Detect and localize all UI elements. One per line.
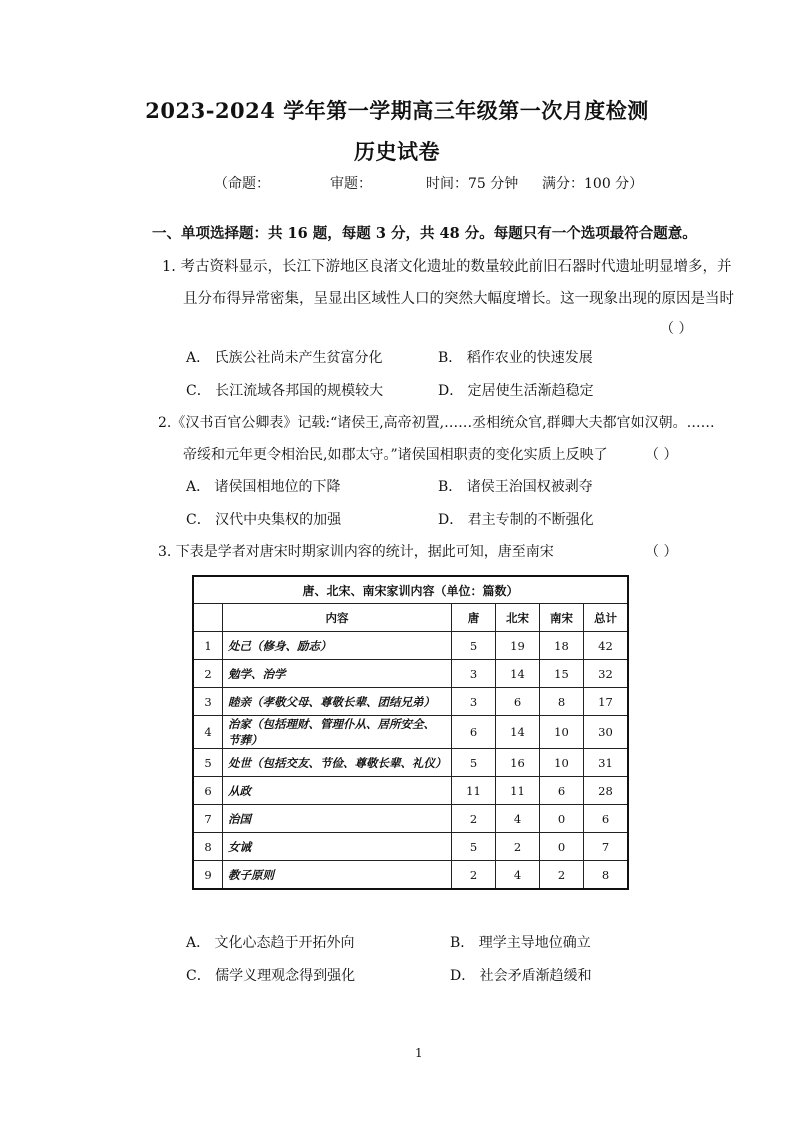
row-bei-song: 14	[496, 716, 540, 749]
row-tang: 3	[452, 688, 496, 716]
section-heading: 一、单项选择题：共 16 题，每题 3 分，共 48 分。每题只有一个选项最符合题意。	[152, 225, 697, 242]
row-content: 女诫	[223, 833, 452, 861]
meta-setter: （命题：	[214, 176, 270, 192]
row-nan-song: 10	[540, 749, 584, 777]
q1-option-c: C． 长江流域各邦国的规模较大	[186, 383, 384, 399]
q2-option-b: B． 诸侯王治国权被剥夺	[438, 479, 593, 495]
row-bei-song: 4	[496, 805, 540, 833]
row-tang: 6	[452, 716, 496, 749]
row-no: 7	[193, 805, 223, 833]
row-tang: 5	[452, 749, 496, 777]
q1-stem-line1: 1. 考古资料显示，长江下游地区良渚文化遗址的数量较此前旧石器时代遗址明显增多，并	[162, 259, 732, 275]
row-tang: 3	[452, 660, 496, 688]
table-row	[193, 660, 628, 688]
row-content: 治家（包括理财、管理仆从、居所安全、节葬）	[223, 716, 452, 749]
row-tang: 2	[452, 805, 496, 833]
q2-option-c: C． 汉代中央集权的加强	[186, 512, 342, 528]
q3-option-b: B． 理学主导地位确立	[450, 935, 591, 951]
meta-time: 时间：75 分钟	[426, 176, 519, 192]
table-row	[193, 805, 628, 833]
row-tang: 5	[452, 833, 496, 861]
q3-stem-line1: 3. 下表是学者对唐宋时期家训内容的统计，据此可知，唐至南宋	[158, 544, 554, 560]
header-content: 内容	[223, 604, 452, 632]
row-content: 处己（修身、励志）	[223, 632, 452, 660]
q1-option-a: A． 氏族公社尚未产生贫富分化	[186, 350, 383, 366]
row-total: 30	[584, 716, 629, 749]
row-nan-song: 2	[540, 861, 584, 890]
row-no: 5	[193, 749, 223, 777]
table-caption-row	[193, 576, 628, 604]
row-nan-song: 15	[540, 660, 584, 688]
row-nan-song: 6	[540, 777, 584, 805]
row-nan-song: 0	[540, 805, 584, 833]
table-row	[193, 632, 628, 660]
q1-option-b: B． 稻作农业的快速发展	[438, 350, 593, 366]
meta-reviewer: 审题：	[330, 176, 372, 192]
table-row	[193, 716, 628, 749]
family-instructions-table	[192, 575, 629, 890]
row-content: 从政	[223, 777, 452, 805]
row-total: 42	[584, 632, 629, 660]
q2-option-a: A． 诸侯国相地位的下降	[186, 479, 341, 495]
q2-stem-line2: 帝绥和元年更令相治民,如郡太守。”诸侯国相职责的变化实质上反映了	[183, 447, 608, 463]
row-bei-song: 14	[496, 660, 540, 688]
q2-option-d: D． 君主专制的不断强化	[438, 512, 594, 528]
q3-option-d: D． 社会矛盾渐趋缓和	[450, 968, 592, 984]
row-no: 4	[193, 716, 223, 749]
meta-score: 满分：100 分）	[542, 176, 644, 192]
row-nan-song: 0	[540, 833, 584, 861]
row-tang: 5	[452, 632, 496, 660]
q2-answer-paren: （ ）	[645, 447, 678, 463]
row-total: 17	[584, 688, 629, 716]
q1-stem-line2: 且分布得异常密集，呈显出区域性人口的突然大幅度增长。这一现象出现的原因是当时	[183, 291, 734, 307]
header-bei-song: 北宋	[496, 604, 540, 632]
q3-option-c: C． 儒学义理观念得到强化	[186, 968, 356, 984]
row-nan-song: 10	[540, 716, 584, 749]
row-bei-song: 11	[496, 777, 540, 805]
row-content: 教子原则	[223, 861, 452, 890]
row-total: 32	[584, 660, 629, 688]
q2-stem-line1: 2.《汉书百官公卿表》记载:“诸侯王,高帝初置,……丞相统众官,群卿大夫都官如汉朝。……	[158, 415, 715, 431]
row-no: 6	[193, 777, 223, 805]
row-nan-song: 18	[540, 632, 584, 660]
row-no: 1	[193, 632, 223, 660]
table-row	[193, 749, 628, 777]
row-bei-song: 2	[496, 833, 540, 861]
row-content: 睦亲（孝敬父母、尊敬长辈、团结兄弟）	[223, 688, 452, 716]
header-no	[193, 604, 223, 632]
row-no: 8	[193, 833, 223, 861]
table-row	[193, 861, 628, 890]
exam-title: 2023-2024 学年第一学期高三年级第一次月度检测	[145, 98, 649, 123]
q1-answer-paren: （ ）	[660, 321, 693, 337]
row-no: 3	[193, 688, 223, 716]
row-tang: 2	[452, 861, 496, 890]
row-bei-song: 19	[496, 632, 540, 660]
table-header-row	[193, 604, 628, 632]
row-total: 31	[584, 749, 629, 777]
row-nan-song: 8	[540, 688, 584, 716]
table-row	[193, 777, 628, 805]
q3-option-a: A． 文化心态趋于开拓外向	[186, 935, 355, 951]
page-number: 1	[415, 1046, 423, 1060]
row-tang: 11	[452, 777, 496, 805]
q1-option-d: D． 定居使生活渐趋稳定	[438, 383, 594, 399]
row-total: 7	[584, 833, 629, 861]
row-content: 治国	[223, 805, 452, 833]
table-caption: 唐、北宋、南宋家训内容（单位：篇数）	[193, 576, 628, 604]
row-total: 8	[584, 861, 629, 890]
table-row	[193, 833, 628, 861]
row-bei-song: 4	[496, 861, 540, 890]
header-nan-song: 南宋	[540, 604, 584, 632]
row-bei-song: 6	[496, 688, 540, 716]
row-bei-song: 16	[496, 749, 540, 777]
header-tang: 唐	[452, 604, 496, 632]
table-row	[193, 688, 628, 716]
row-no: 9	[193, 861, 223, 890]
exam-subtitle: 历史试卷	[354, 139, 440, 164]
header-total: 总计	[584, 604, 629, 632]
row-no: 2	[193, 660, 223, 688]
row-total: 28	[584, 777, 629, 805]
row-content: 勉学、治学	[223, 660, 452, 688]
q3-answer-paren: （ ）	[645, 544, 678, 560]
row-total: 6	[584, 805, 629, 833]
row-content: 处世（包括交友、节俭、尊敬长辈、礼仪）	[223, 749, 452, 777]
